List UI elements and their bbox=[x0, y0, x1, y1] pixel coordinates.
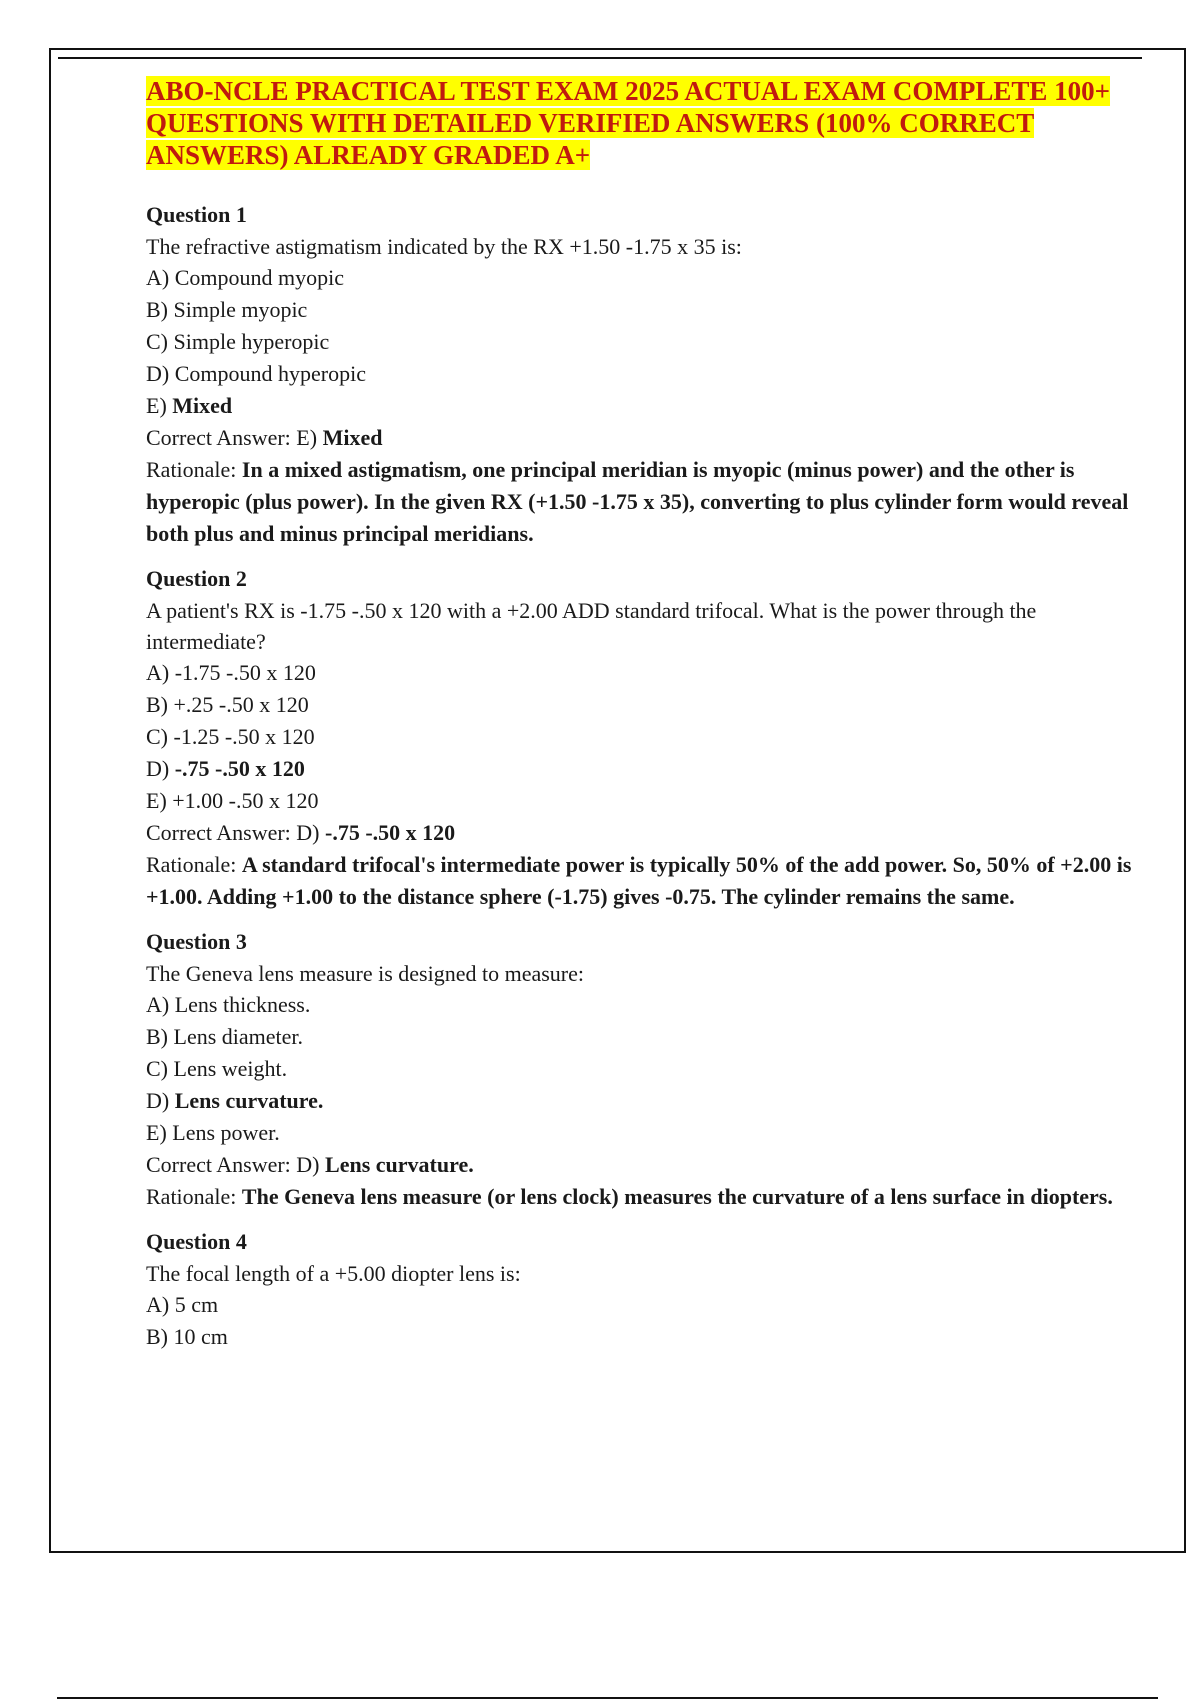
question-block bbox=[146, 563, 1136, 913]
rationale-label: Rationale: bbox=[146, 1184, 242, 1209]
correct-answer-text: Lens curvature. bbox=[325, 1152, 474, 1177]
answer-option bbox=[146, 390, 1136, 422]
question-heading: Question 4 bbox=[146, 1229, 247, 1254]
correct-answer-letter: E) bbox=[296, 425, 323, 450]
rationale-label: Rationale: bbox=[146, 457, 242, 482]
answer-option bbox=[146, 358, 1136, 390]
rationale bbox=[146, 849, 1136, 913]
answer-option bbox=[146, 1321, 1136, 1353]
option-letter: A) bbox=[146, 992, 175, 1017]
document-title bbox=[146, 75, 1136, 171]
question-block bbox=[146, 926, 1136, 1213]
correct-answer bbox=[146, 1149, 1136, 1181]
option-text: Compound myopic bbox=[174, 265, 344, 290]
question-list bbox=[146, 199, 1136, 1353]
question-stem: The focal length of a +5.00 diopter lens is: bbox=[146, 1261, 521, 1286]
answer-option bbox=[146, 294, 1136, 326]
answer-option bbox=[146, 1021, 1136, 1053]
correct-answer-label: Correct Answer: bbox=[146, 425, 297, 450]
correct-answer-label: Correct Answer: bbox=[146, 1152, 297, 1177]
question-stem: A patient's RX is -1.75 -.50 x 120 with a +2.00 ADD standard trifocal. What is the power through the intermediate? bbox=[146, 598, 1037, 654]
correct-answer bbox=[146, 817, 1136, 849]
correct-answer bbox=[146, 422, 1136, 454]
option-text: Simple myopic bbox=[173, 297, 308, 322]
option-text: Lens thickness. bbox=[174, 992, 311, 1017]
option-text: Lens diameter. bbox=[173, 1024, 304, 1049]
option-text: Mixed bbox=[172, 393, 233, 418]
option-text: -.75 -.50 x 120 bbox=[174, 756, 305, 781]
answer-option bbox=[146, 1289, 1136, 1321]
top-rule bbox=[58, 57, 1142, 59]
question-block bbox=[146, 1226, 1136, 1353]
option-text: Lens weight. bbox=[173, 1056, 288, 1081]
answer-option bbox=[146, 753, 1136, 785]
answer-option bbox=[146, 1053, 1136, 1085]
option-letter: D) bbox=[146, 361, 175, 386]
option-letter: E) bbox=[146, 1120, 173, 1145]
option-letter: B) bbox=[146, 297, 174, 322]
answer-option bbox=[146, 989, 1136, 1021]
option-text: +1.00 -.50 x 120 bbox=[172, 788, 319, 813]
bottom-rule bbox=[57, 1697, 1158, 1699]
option-text: -1.75 -.50 x 120 bbox=[174, 660, 316, 685]
option-text: Simple hyperopic bbox=[173, 329, 330, 354]
rationale bbox=[146, 454, 1136, 550]
question-heading: Question 2 bbox=[146, 566, 247, 591]
option-letter: B) bbox=[146, 1024, 174, 1049]
option-letter: A) bbox=[146, 1292, 175, 1317]
option-letter: D) bbox=[146, 1088, 175, 1113]
answer-option bbox=[146, 262, 1136, 294]
option-text: -1.25 -.50 x 120 bbox=[173, 724, 315, 749]
option-text: 5 cm bbox=[174, 1292, 219, 1317]
option-letter: E) bbox=[146, 393, 173, 418]
option-text: 10 cm bbox=[173, 1324, 228, 1349]
answer-option bbox=[146, 1117, 1136, 1149]
question-heading: Question 1 bbox=[146, 202, 247, 227]
correct-answer-letter: D) bbox=[296, 820, 326, 845]
answer-option bbox=[146, 1085, 1136, 1117]
option-letter: B) bbox=[146, 692, 174, 717]
document-content bbox=[146, 75, 1136, 1366]
correct-answer-text: Mixed bbox=[322, 425, 383, 450]
answer-option bbox=[146, 689, 1136, 721]
rationale-text: The Geneva lens measure (or lens clock) measures the curvature of a lens surface in diopters. bbox=[241, 1184, 1113, 1209]
rationale-text: A standard trifocal's intermediate power is typically 50% of the add power. So, 50% of +2.00 is +1.00. Adding +1.00 to the distance sphere (-1.75) gives -0.75. The cylinder remains the same. bbox=[146, 852, 1132, 909]
option-letter: B) bbox=[146, 1324, 174, 1349]
option-text: Compound hyperopic bbox=[174, 361, 366, 386]
rationale-label: Rationale: bbox=[146, 852, 242, 877]
answer-option bbox=[146, 657, 1136, 689]
document-title-text: ABO-NCLE PRACTICAL TEST EXAM 2025 ACTUAL EXAM COMPLETE 100+ QUESTIONS WITH DETAILED VERIFIED ANSWERS (100% CORRECT ANSWERS) ALREADY GRADED A+ bbox=[146, 76, 1111, 170]
rationale bbox=[146, 1181, 1136, 1213]
answer-option bbox=[146, 785, 1136, 817]
option-text: Lens curvature. bbox=[174, 1088, 324, 1113]
option-text: Lens power. bbox=[172, 1120, 280, 1145]
correct-answer-text: -.75 -.50 x 120 bbox=[325, 820, 456, 845]
option-letter: C) bbox=[146, 1056, 174, 1081]
option-letter: A) bbox=[146, 660, 175, 685]
answer-option bbox=[146, 721, 1136, 753]
correct-answer-label: Correct Answer: bbox=[146, 820, 297, 845]
correct-answer-letter: D) bbox=[296, 1152, 326, 1177]
question-stem: The Geneva lens measure is designed to measure: bbox=[146, 961, 585, 986]
question-stem: The refractive astigmatism indicated by the RX +1.50 -1.75 x 35 is: bbox=[146, 234, 742, 259]
option-letter: D) bbox=[146, 756, 175, 781]
option-letter: C) bbox=[146, 329, 174, 354]
option-letter: C) bbox=[146, 724, 174, 749]
page-frame bbox=[49, 48, 1186, 1553]
question-block bbox=[146, 199, 1136, 550]
option-letter: A) bbox=[146, 265, 175, 290]
option-letter: E) bbox=[146, 788, 173, 813]
answer-option bbox=[146, 326, 1136, 358]
question-heading: Question 3 bbox=[146, 929, 247, 954]
option-text: +.25 -.50 x 120 bbox=[173, 692, 309, 717]
rationale-text: In a mixed astigmatism, one principal meridian is myopic (minus power) and the other is hyperopic (plus power). In the given RX (+1.50 -1.75 x 35), converting to plus cylinder form would reveal both plus and minus principal meridians. bbox=[146, 457, 1129, 546]
